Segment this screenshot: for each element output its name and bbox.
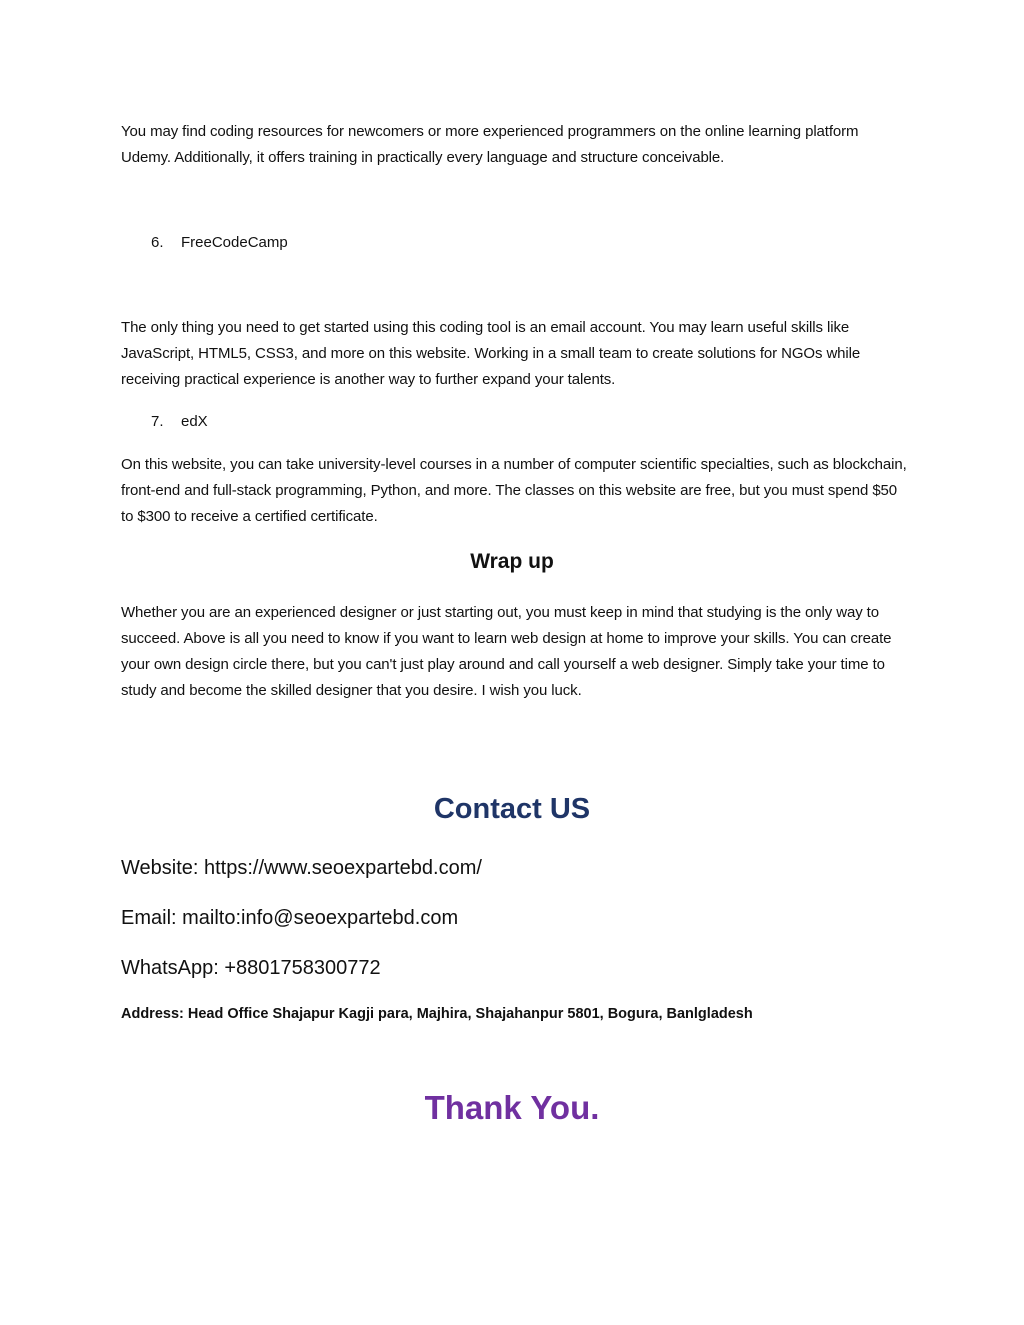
list-item-edx [151, 411, 208, 433]
list-number: 6. [151, 234, 164, 251]
freecodecamp-paragraph: The only thing you need to get started using this coding tool is an email account. You may learn useful skills like JavaScript, HTML5, CSS3, and more on this website. Working in a small team to create solutions for NGOs while receiving practical experience is another way to further expand your talents. [121, 319, 861, 388]
email-line[interactable]: Email: mailto:info@seoexpartebd.com [121, 907, 459, 929]
website-line[interactable]: Website: https://www.seoexpartebd.com/ [121, 857, 482, 879]
list-label: FreeCodeCamp [181, 234, 288, 251]
list-label: edX [181, 413, 208, 430]
contact-heading: Contact US [433, 793, 591, 825]
list-number: 7. [151, 413, 164, 430]
list-item-freecodecamp [151, 232, 288, 254]
edx-paragraph: On this website, you can take university-level courses in a number of computer scientific specialties, such as blockchain, front-end and full-stack programming, Python, and more. The classes on this website are free, but you must spend $50 to $300 to receive a certified certificate. [121, 456, 907, 525]
address-line: Address: Head Office Shajapur Kagji para, Majhira, Shajahanpur 5801, Bogura, Banlgladesh [121, 1006, 753, 1022]
thank-you-heading: Thank You. [424, 1089, 600, 1126]
whatsapp-line: WhatsApp: +8801758300772 [121, 957, 381, 979]
udemy-paragraph: You may find coding resources for newcomers or more experienced programmers on the online learning platform Udemy. Additionally, it offers training in practically every language and structure conceivable. [121, 123, 859, 166]
wrap-up-paragraph: Whether you are an experienced designer or just starting out, you must keep in mind that studying is the only way to succeed. Above is all you need to know if you want to learn web design at home to improve your skills. You can create your own design circle there, but you can't just play around and call yourself a web designer. Simply take your time to study and become the skilled designer that you desire. I wish you luck. [121, 604, 892, 699]
wrap-up-heading: Wrap up [470, 550, 554, 573]
